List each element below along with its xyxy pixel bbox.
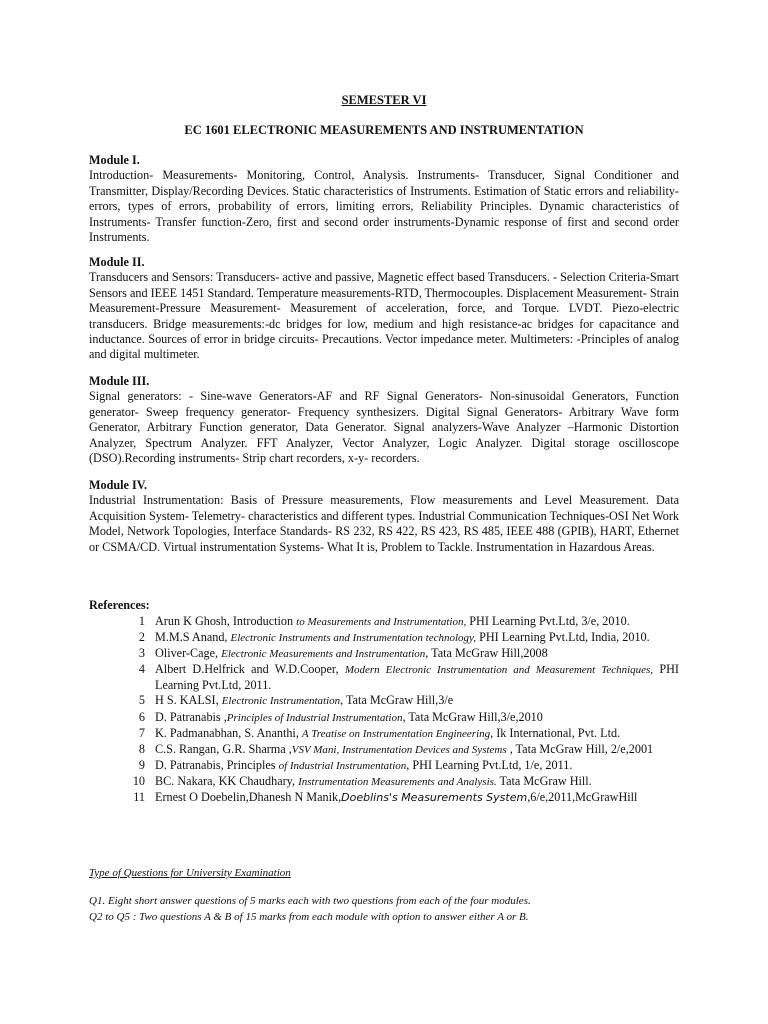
reference-number: 4 bbox=[138, 662, 145, 677]
reference-author: D. Patranabis, Principles bbox=[155, 757, 279, 772]
reference-item bbox=[89, 758, 679, 774]
semester-heading: SEMESTER VI bbox=[341, 93, 427, 107]
module-4 bbox=[89, 478, 679, 555]
reference-item bbox=[89, 710, 679, 726]
reference-text bbox=[155, 614, 679, 630]
reference-publisher: , PHI Learning Pvt.Ltd, 1/e, 2011. bbox=[406, 757, 573, 772]
reference-author: BC. Nakara, KK Chaudhary, bbox=[155, 773, 299, 788]
reference-title: Modern Electronic Instrumentation and Measurement Techniques, bbox=[344, 664, 654, 677]
module-3 bbox=[89, 374, 679, 466]
reference-author: M.M.S Anand, bbox=[155, 630, 231, 645]
reference-text bbox=[155, 662, 679, 693]
reference-number: 1 bbox=[138, 614, 145, 628]
reference-title: Instrumentation Measurements and Analysis. bbox=[298, 775, 497, 788]
reference-number: 2 bbox=[138, 630, 145, 645]
reference-publisher: Tata McGraw Hill. bbox=[496, 773, 592, 788]
reference-publisher: , Tata McGraw Hill,3/e,2010 bbox=[402, 709, 543, 724]
reference-text bbox=[155, 774, 679, 790]
reference-author: Ernest O Doebelin,Dhanesh N Manik, bbox=[155, 790, 342, 805]
reference-title: A Treatise on Instrumentation Engineering bbox=[301, 727, 491, 740]
reference-text bbox=[155, 758, 679, 774]
module-title: Module I. bbox=[89, 153, 140, 167]
reference-publisher: PHI Learning Pvt.Ltd, 2011. bbox=[155, 662, 679, 693]
reference-publisher: PHI Learning Pvt.Ltd, 3/e, 2010. bbox=[466, 614, 630, 628]
reference-author: K. Padmanabhan, S. Ananthi, bbox=[155, 725, 302, 740]
module-text: Industrial Instrumentation: Basis of Pressure measurements, Flow measurements and Level Measurement. Data Acquisition System- Telemetry- characteristics and different types. Industrial Communication Techniques-OSI Net Work Model, Network Topologies, Interface Standards- RS 232, RS 422, RS 423, RS 485, IEEE 488 (GPIB), HART, Ethernet or CSMA/CD. Virtual instrumentation Systems- What It is, Problem to Tackle. Instrumentation in Hazardous Areas. bbox=[89, 493, 679, 554]
reference-number: 10 bbox=[132, 773, 145, 788]
reference-text bbox=[155, 726, 679, 742]
module-text: Signal generators: - Sine-wave Generators-AF and RF Signal Generators- Non-sinusoidal Generators, Function generator- Sweep frequency generator- Frequency synthesizers. Digital Signal Generators- Arbitrary Wave form Generator, Arbitrary Function generator, Data Generator. Signal analyzers-Wave Analyzer –Harmonic Distortion Analyzer, Spectrum Analyzer. FFT Analyzer, Vector Analyzer, Logic Analyzer. Digital storage oscilloscope (DSO).Recording instruments- Strip chart recorders, x-y- recorders. bbox=[89, 389, 679, 466]
reference-publisher: PHI Learning Pvt.Ltd, India, 2010. bbox=[476, 630, 650, 645]
reference-publisher: ,6/e,2011,McGrawHill bbox=[527, 790, 638, 805]
reference-number: 8 bbox=[138, 741, 145, 756]
references-section bbox=[89, 598, 679, 805]
reference-publisher: , Tata McGraw Hill,3/e bbox=[340, 693, 454, 708]
reference-publisher: , Tata McGraw Hill, 2/e,2001 bbox=[506, 741, 654, 756]
reference-title: Electronic Measurements and Instrumentation bbox=[221, 648, 426, 661]
reference-title: Electronic Instrumentation bbox=[221, 695, 341, 708]
reference-item bbox=[89, 693, 679, 709]
reference-number: 11 bbox=[133, 790, 145, 805]
reference-number: 6 bbox=[138, 709, 145, 724]
reference-author: Arun K Ghosh, Introduction bbox=[155, 614, 297, 628]
question-line: Q2 to Q5 : Two questions A & B of 15 marks from each module with option to answer either A or B. bbox=[89, 911, 529, 923]
reference-item bbox=[89, 646, 679, 662]
reference-author: C.S. Rangan, G.R. Sharma , bbox=[155, 741, 292, 756]
reference-title: Doeblins's Measurements System bbox=[341, 791, 528, 805]
reference-number: 9 bbox=[138, 757, 145, 772]
references-list bbox=[89, 614, 679, 805]
reference-number: 7 bbox=[138, 725, 145, 740]
reference-item bbox=[89, 774, 679, 790]
reference-item bbox=[89, 662, 679, 693]
module-title: Module IV. bbox=[89, 478, 148, 492]
reference-text bbox=[155, 710, 679, 726]
reference-number: 3 bbox=[138, 646, 145, 661]
question-line: Q1. Eight short answer questions of 5 marks each with two questions from each of the four modules. bbox=[89, 895, 531, 907]
reference-author: D. Patranabis , bbox=[155, 709, 227, 724]
reference-title: Principles of Industrial Instrumentation bbox=[226, 711, 403, 724]
module-2 bbox=[89, 255, 679, 363]
reference-text bbox=[155, 693, 679, 709]
reference-item bbox=[89, 790, 679, 805]
reference-text bbox=[155, 646, 679, 662]
references-title: References: bbox=[89, 598, 150, 612]
reference-author: Oliver-Cage, bbox=[155, 646, 222, 661]
reference-text bbox=[155, 742, 679, 758]
module-text: Introduction- Measurements- Monitoring, Control, Analysis. Instruments- Transducer, Signal Conditioner and Transmitter, Display/Recording Devices. Static characteristics of Instruments. Estimation of Static errors and reliability-errors, types of errors, probability of errors, limiting errors, Reliability Principles. Dynamic characteristics of Instruments- Transfer function-Zero, first and second order instruments-Dynamic response of first and second order Instruments. bbox=[89, 168, 679, 245]
reference-item bbox=[89, 726, 679, 742]
reference-text bbox=[155, 790, 679, 805]
reference-author: Albert D.Helfrick and W.D.Cooper, bbox=[155, 662, 345, 677]
module-title: Module II. bbox=[89, 255, 145, 269]
course-title: EC 1601 ELECTRONIC MEASUREMENTS AND INSTRUMENTATION bbox=[184, 123, 584, 137]
reference-item bbox=[89, 630, 679, 646]
reference-number: 5 bbox=[138, 693, 145, 708]
reference-publisher: , Ik International, Pvt. Ltd. bbox=[490, 725, 621, 740]
module-1 bbox=[89, 153, 679, 245]
reference-author: H S. KALSI, bbox=[155, 693, 222, 708]
reference-title: VSV Mani, Instrumentation Devices and Systems bbox=[291, 743, 507, 756]
reference-title: to Measurements and Instrumentation, bbox=[296, 616, 467, 628]
reference-publisher: , Tata McGraw Hill,2008 bbox=[425, 646, 548, 661]
reference-item bbox=[89, 614, 679, 630]
module-text: Transducers and Sensors: Transducers- active and passive, Magnetic effect based Transducers. - Selection Criteria-Smart Sensors and IEEE 1451 Standard. Temperature measurements-RTD, Thermocouples. Displacement Measurement- Strain Measurement-Pressure Measurement- Measurement of acceleration, force, and Torque. LVDT. Piezo-electric transducers. Bridge measurements:-dc bridges for low, medium and high resistance-ac bridges for capacitance and inductance. Sources of error in bridge circuits- Precautions. Vector impedance meter. Multimeters: -Principles of analog and digital multimeter. bbox=[89, 270, 679, 362]
reference-item bbox=[89, 742, 679, 758]
reference-title: of Industrial Instrumentation bbox=[278, 759, 407, 772]
reference-title: Electronic Instruments and Instrumentation technology, bbox=[230, 632, 477, 645]
reference-text bbox=[155, 630, 679, 646]
question-type-title: Type of Questions for University Examination bbox=[89, 867, 291, 879]
module-title: Module III. bbox=[89, 374, 150, 388]
